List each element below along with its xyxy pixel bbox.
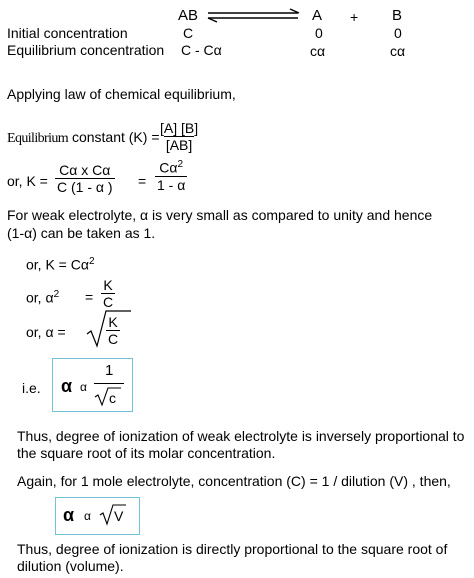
or-alpha-equals: or, α = — [26, 324, 66, 340]
expanded-numerator: Cα x Cα — [59, 162, 111, 178]
thus-direct-line1: Thus, degree of ionization is directly proportional to the square root of — [17, 541, 448, 557]
box1-numerator: 1 — [105, 362, 114, 379]
thus-inverse-line1: Thus, degree of ionization of weak electrolyte is inversely proportional to — [17, 428, 465, 444]
box1-fraction-bar — [94, 383, 124, 384]
weak-electrolyte-line2: (1-α) can be taken as 1. — [7, 225, 156, 241]
simplified-numerator-base: Cα — [159, 159, 178, 176]
or-k-c-alpha — [26, 257, 95, 272]
k-over-c-num: K — [103, 277, 113, 293]
expanded-denominator: C (1 - α ) — [57, 179, 113, 195]
k-denominator: [AB] — [165, 137, 193, 153]
equals-sign: = — [138, 173, 147, 189]
row-equilibrium-b: cα — [390, 43, 406, 59]
k-over-c-fraction — [101, 278, 115, 309]
row-equilibrium-label: Equilibrium concentration — [7, 42, 165, 58]
eq-constant-word: Equilibrium — [7, 131, 69, 146]
or-alpha-squared — [26, 290, 59, 305]
or-alpha-squared-base: or, α — [26, 289, 54, 306]
sqrt-den: C — [108, 331, 119, 347]
eq-constant-rest: constant (K) = — [68, 129, 160, 145]
row-initial-b: 0 — [394, 25, 402, 41]
k-fraction — [158, 121, 200, 152]
product-b: B — [392, 7, 403, 24]
or-alpha-squared-exp: 2 — [53, 289, 60, 300]
thus-direct-line2: dilution (volume). — [17, 558, 124, 574]
sqrt-num: K — [108, 314, 118, 330]
simplified-denominator: 1 - α — [157, 176, 186, 193]
or-alpha-squared-equals: = — [85, 289, 94, 305]
again-dilution-text: Again, for 1 mole electrolyte, concentration (C) = 1 / dilution (V) , then, — [17, 473, 451, 489]
row-equilibrium-a: cα — [310, 43, 326, 59]
box2-alpha: α — [63, 505, 75, 525]
box1-denominator: c — [109, 390, 116, 406]
simplified-numerator-exp: 2 — [177, 159, 184, 170]
product-a: A — [312, 7, 323, 24]
row-initial-a: 0 — [315, 25, 323, 41]
applying-law-text: Applying law of chemical equilibrium, — [7, 86, 236, 102]
weak-electrolyte-line1: For weak electrolyte, α is very small as compared to unity and hence — [7, 207, 433, 223]
k-numerator: [A] [B] — [160, 120, 199, 136]
box1-proportional-icon: α — [80, 380, 87, 394]
or-k-label: or, K = — [7, 173, 48, 189]
row-equilibrium-c: C - Cα — [181, 42, 222, 58]
or-k-c-alpha-exp: 2 — [88, 256, 95, 267]
ie-label: i.e. — [22, 380, 41, 396]
row-initial-label: Initial concentration — [7, 25, 128, 41]
reactant-ab: AB — [178, 7, 199, 24]
or-k-c-alpha-base: or, K = Cα — [26, 256, 89, 273]
box2-proportional-icon: α — [84, 509, 91, 523]
box1-sqrt-icon — [94, 387, 122, 407]
k-over-c-den: C — [103, 294, 114, 310]
sqrt-fraction — [106, 315, 120, 346]
plus-sign: + — [350, 9, 359, 25]
k-simplified-fraction — [155, 160, 187, 192]
eq-constant-line — [7, 130, 160, 146]
box2-radicand: V — [114, 508, 124, 524]
thus-inverse-line2: the square root of its molar concentration. — [17, 445, 276, 461]
k-expanded-fraction — [55, 163, 115, 194]
simplified-numerator — [157, 160, 185, 176]
row-initial-c: C — [183, 25, 194, 41]
box1-alpha: α — [61, 376, 73, 396]
equilibrium-arrows-icon — [206, 8, 302, 24]
